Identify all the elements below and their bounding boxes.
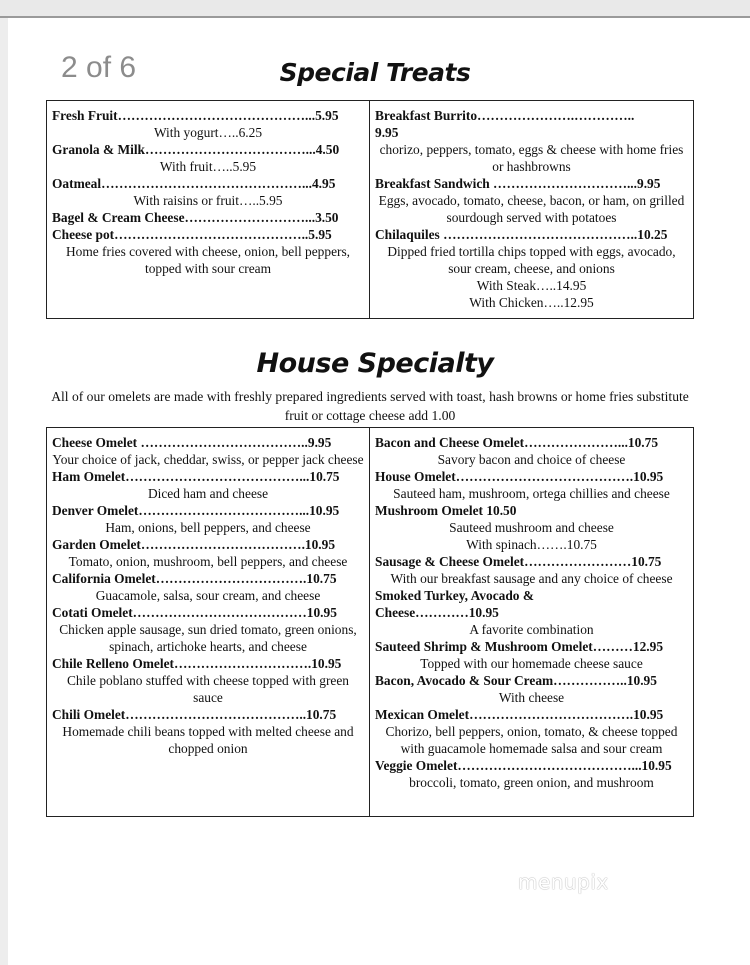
- menu-item-description: With our breakfast sausage and any choice of cheese: [390, 571, 673, 586]
- menu-item-description: Dipped fried tortilla chips topped with eggs, avocado, sour cream, cheese, and onions: [387, 244, 676, 276]
- menu-item-name: Smoked Turkey, Avocado & Cheese…………10.95: [375, 588, 534, 620]
- menu-item-name: Bacon, Avocado & Sour Cream……………..10.95: [375, 673, 657, 688]
- menu-item-name: Denver Omelet………………………………...10.95: [52, 503, 340, 518]
- menu-item: [375, 107, 688, 175]
- menu-item-description: Chicken apple sausage, sun dried tomato, green onions, spinach, artichoke hearts, and cheese: [59, 622, 357, 654]
- menu-item-name: Garden Omelet……………………………….10.95: [52, 537, 336, 552]
- menu-item-description: Diced ham and cheese: [147, 486, 269, 501]
- menu-item-description: Eggs, avocado, tomato, cheese, bacon, or ham, on grilled sourdough served with potatoes: [378, 193, 685, 225]
- menu-item-description: Topped with our homemade cheese sauce: [420, 656, 643, 671]
- menu-item: [375, 757, 688, 791]
- menu-item-description: Savory bacon and choice of cheese: [437, 452, 626, 467]
- menu-item-description: With Steak…..14.95: [476, 278, 587, 293]
- menu-item-description: With Chicken…..12.95: [469, 295, 594, 310]
- house-specialty-right-column: [370, 428, 693, 816]
- menu-item: [375, 587, 688, 638]
- menu-item: [52, 209, 364, 226]
- menu-item-description: Homemade chili beans topped with melted cheese and chopped onion: [62, 724, 354, 756]
- special-treats-box: [46, 100, 694, 319]
- menu-item: [52, 706, 364, 757]
- menu-item-name: Chili Omelet…………………………………..10.75: [52, 707, 337, 722]
- menu-item-name: Mexican Omelet……………………………….10.95: [375, 707, 664, 722]
- house-specialty-left-column: [47, 428, 370, 816]
- menu-item: [52, 107, 364, 141]
- menu-item-description: Sauteed mushroom and cheese: [449, 520, 614, 535]
- menu-item-description: chorizo, peppers, tomato, eggs & cheese with home fries or hashbrowns: [379, 142, 684, 174]
- menu-item-name: Chile Relleno Omelet………………………….10.95: [52, 656, 342, 671]
- menu-item-description: With cheese: [498, 690, 565, 705]
- menu-item-name: Sauteed Shrimp & Mushroom Omelet………12.95: [375, 639, 664, 654]
- house-specialty-box: [46, 427, 694, 817]
- menu-item-name: Bagel & Cream Cheese………………………...3.50: [52, 210, 339, 225]
- menu-item-name: Sausage & Cheese Omelet……………………10.75: [375, 554, 662, 569]
- menu-item: [52, 434, 364, 468]
- menu-item-description: Sauteed ham, mushroom, ortega chillies and cheese: [393, 486, 670, 501]
- page-counter: 2 of 6: [49, 35, 161, 99]
- menu-item: [375, 226, 688, 311]
- menu-item: [52, 570, 364, 604]
- menu-item-name: California Omelet…………………………….10.75: [52, 571, 337, 586]
- menu-item-name: Breakfast Burrito………………….………….. 9.95: [375, 108, 635, 140]
- menu-item-description: With yogurt…..6.25: [153, 125, 263, 140]
- menu-item: [52, 536, 364, 570]
- menu-item: [375, 672, 688, 706]
- menu-item: [375, 553, 688, 587]
- menu-item-name: Mushroom Omelet 10.50: [375, 503, 517, 518]
- menu-item: [52, 175, 364, 209]
- menu-item-name: Ham Omelet…………………………………...10.75: [52, 469, 340, 484]
- menu-item-description: Guacamole, salsa, sour cream, and cheese: [95, 588, 321, 603]
- menu-item-name: Cheese pot……………………………………..5.95: [52, 227, 332, 242]
- menu-item-name: House Omelet………………………………….10.95: [375, 469, 664, 484]
- menu-item-name: Cheese Omelet ………………………………..9.95: [52, 435, 332, 450]
- menu-item: [375, 434, 688, 468]
- menu-item-description: Chile poblano stuffed with cheese topped with green sauce: [66, 673, 349, 705]
- menu-item-name: Breakfast Sandwich …………………………...9.95: [375, 176, 661, 191]
- menu-item: [375, 638, 688, 672]
- menu-item-name: Oatmeal………………………………………...4.95: [52, 176, 336, 191]
- menu-item-description: broccoli, tomato, green onion, and mushroom: [409, 775, 654, 790]
- menu-item: [375, 175, 688, 226]
- window-top-bar: [0, 0, 750, 18]
- menu-item-name: Bacon and Cheese Omelet…………………...10.75: [375, 435, 659, 450]
- menu-item-name: Veggie Omelet…………………………………...10.95: [375, 758, 672, 773]
- menu-item-description: Tomato, onion, mushroom, bell peppers, and cheese: [68, 554, 348, 569]
- menu-item: [52, 226, 364, 277]
- menu-item-description: Chorizo, bell peppers, onion, tomato, & cheese topped with guacamole homemade salsa and sour cream: [385, 724, 678, 756]
- menupix-watermark: menupix: [518, 870, 609, 894]
- menu-item-name: Chilaquiles ……………………………………..10.25: [375, 227, 668, 242]
- menu-item-description: With raisins or fruit…..5.95: [133, 193, 283, 208]
- special-treats-left-column: [47, 101, 370, 318]
- menu-item-description: With fruit…..5.95: [159, 159, 257, 174]
- menu-item-description: Your choice of jack, cheddar, swiss, or pepper jack cheese: [52, 452, 364, 467]
- house-specialty-title: House Specialty: [256, 348, 494, 379]
- menu-item: [375, 706, 688, 757]
- menu-item-name: Granola & Milk………………………………...4.50: [52, 142, 340, 157]
- menu-item-description: A favorite combination: [469, 622, 594, 637]
- menu-item-description: With spinach…….10.75: [466, 537, 597, 552]
- menu-item: [375, 468, 688, 502]
- special-treats-title: Special Treats: [279, 58, 471, 87]
- menu-item-description: Ham, onions, bell peppers, and cheese: [105, 520, 311, 535]
- menu-item-name: Cotati Omelet…………………………………10.95: [52, 605, 337, 620]
- special-treats-right-column: [370, 101, 693, 318]
- menu-item-name: Fresh Fruit……………………………………...5.95: [52, 108, 339, 123]
- menu-item: [52, 655, 364, 706]
- menu-item: [52, 141, 364, 175]
- menu-item: [375, 502, 688, 553]
- menu-item-description: Home fries covered with cheese, onion, bell peppers, topped with sour cream: [65, 244, 351, 276]
- menu-item: [52, 604, 364, 655]
- house-specialty-intro: All of our omelets are made with freshly prepared ingredients served with toast, hash browns or home fries substitute fruit or cottage cheese add 1.00: [51, 389, 689, 423]
- menu-item: [52, 502, 364, 536]
- menu-item: [52, 468, 364, 502]
